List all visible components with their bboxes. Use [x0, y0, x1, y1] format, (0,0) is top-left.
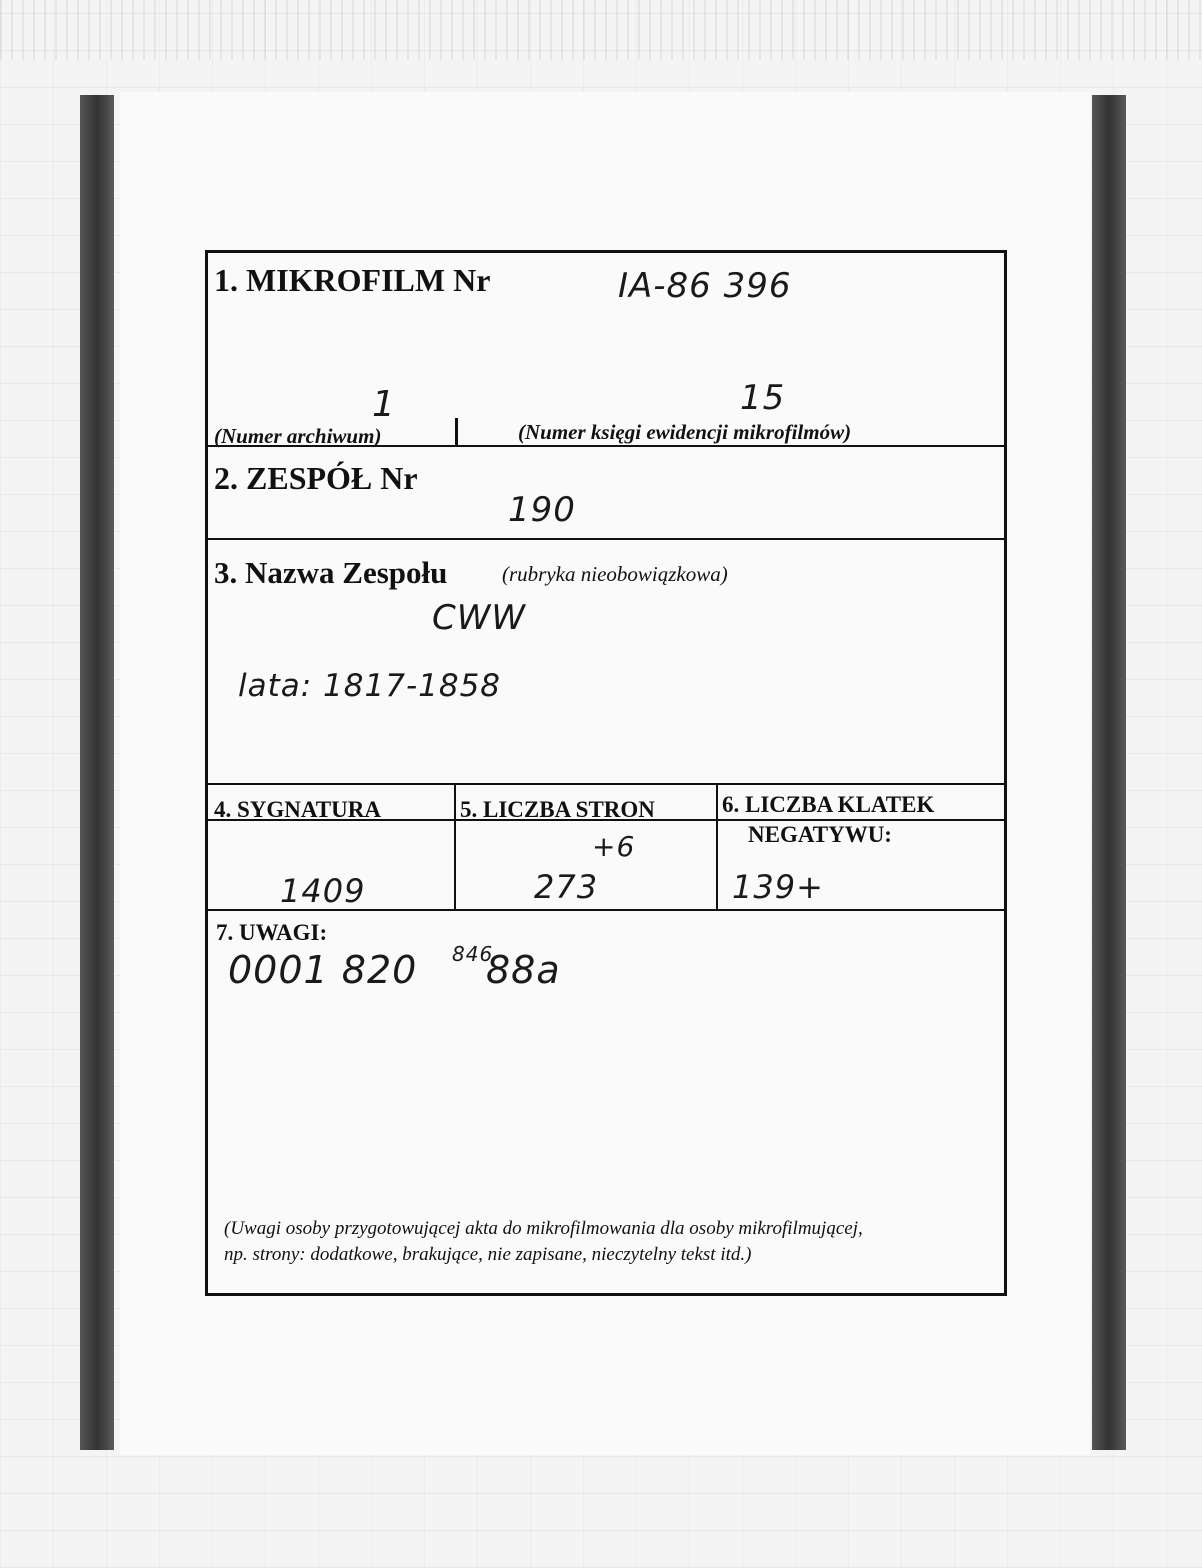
field-6-title-line2: NEGATYWU:	[748, 822, 892, 847]
field-4-title: 4. SYGNATURA	[214, 797, 381, 822]
film-border-left	[80, 95, 114, 1450]
field-3-optional-note: (rubryka nieobowiązkowa)	[502, 562, 728, 586]
rule-after-section-3	[208, 783, 1004, 785]
field-7-handwritten-superscript: 846	[452, 942, 494, 966]
field-6-handwritten-value: 139+	[732, 868, 824, 906]
field-3-handwritten-name: CWW	[432, 598, 526, 638]
footnote-line-1: (Uwagi osoby przygotowującej akta do mikrofilmowania dla osoby mikrofilmującej,	[224, 1218, 863, 1239]
archive-register-separator	[455, 418, 458, 446]
field-5-title: 5. LICZBA STRON	[460, 797, 655, 822]
divider-4-5	[454, 783, 456, 911]
field-3-title: 3. Nazwa Zespołu	[214, 555, 448, 590]
field-5-handwritten-value: 273	[534, 868, 599, 906]
field-3-handwritten-years: lata: 1817-1858	[238, 668, 502, 704]
film-border-right	[1092, 95, 1126, 1450]
field-4-handwritten-value: 1409	[280, 872, 366, 910]
field-5-handwritten-extra: +6	[592, 830, 636, 863]
register-number-handwritten: 15	[740, 378, 786, 418]
field-1-handwritten-value: IA-86 396	[618, 266, 792, 306]
field-7-title: 7. UWAGI:	[216, 920, 328, 945]
field-2-title: 2. ZESPÓŁ Nr	[214, 460, 418, 496]
footnote-line-2: np. strony: dodatkowe, brakujące, nie zapisane, nieczytelny tekst itd.)	[224, 1244, 752, 1265]
microfilm-form	[205, 250, 1007, 1296]
film-edge-top	[0, 0, 1202, 60]
register-number-label: (Numer księgi ewidencji mikrofilmów)	[518, 420, 852, 444]
field-2-handwritten-value: 190	[508, 490, 576, 530]
archive-number-handwritten: 1	[372, 384, 396, 425]
field-1-title: 1. MIKROFILM Nr	[214, 262, 491, 298]
field-7-handwritten-tail: 88a	[486, 948, 561, 992]
field-6-title-line1: 6. LICZBA KLATEK	[722, 792, 935, 817]
field-7-handwritten-value: 0001 820	[228, 948, 418, 992]
divider-5-6	[716, 783, 718, 911]
rule-after-section-2	[208, 538, 1004, 540]
archive-number-label: (Numer archiwum)	[214, 424, 382, 448]
